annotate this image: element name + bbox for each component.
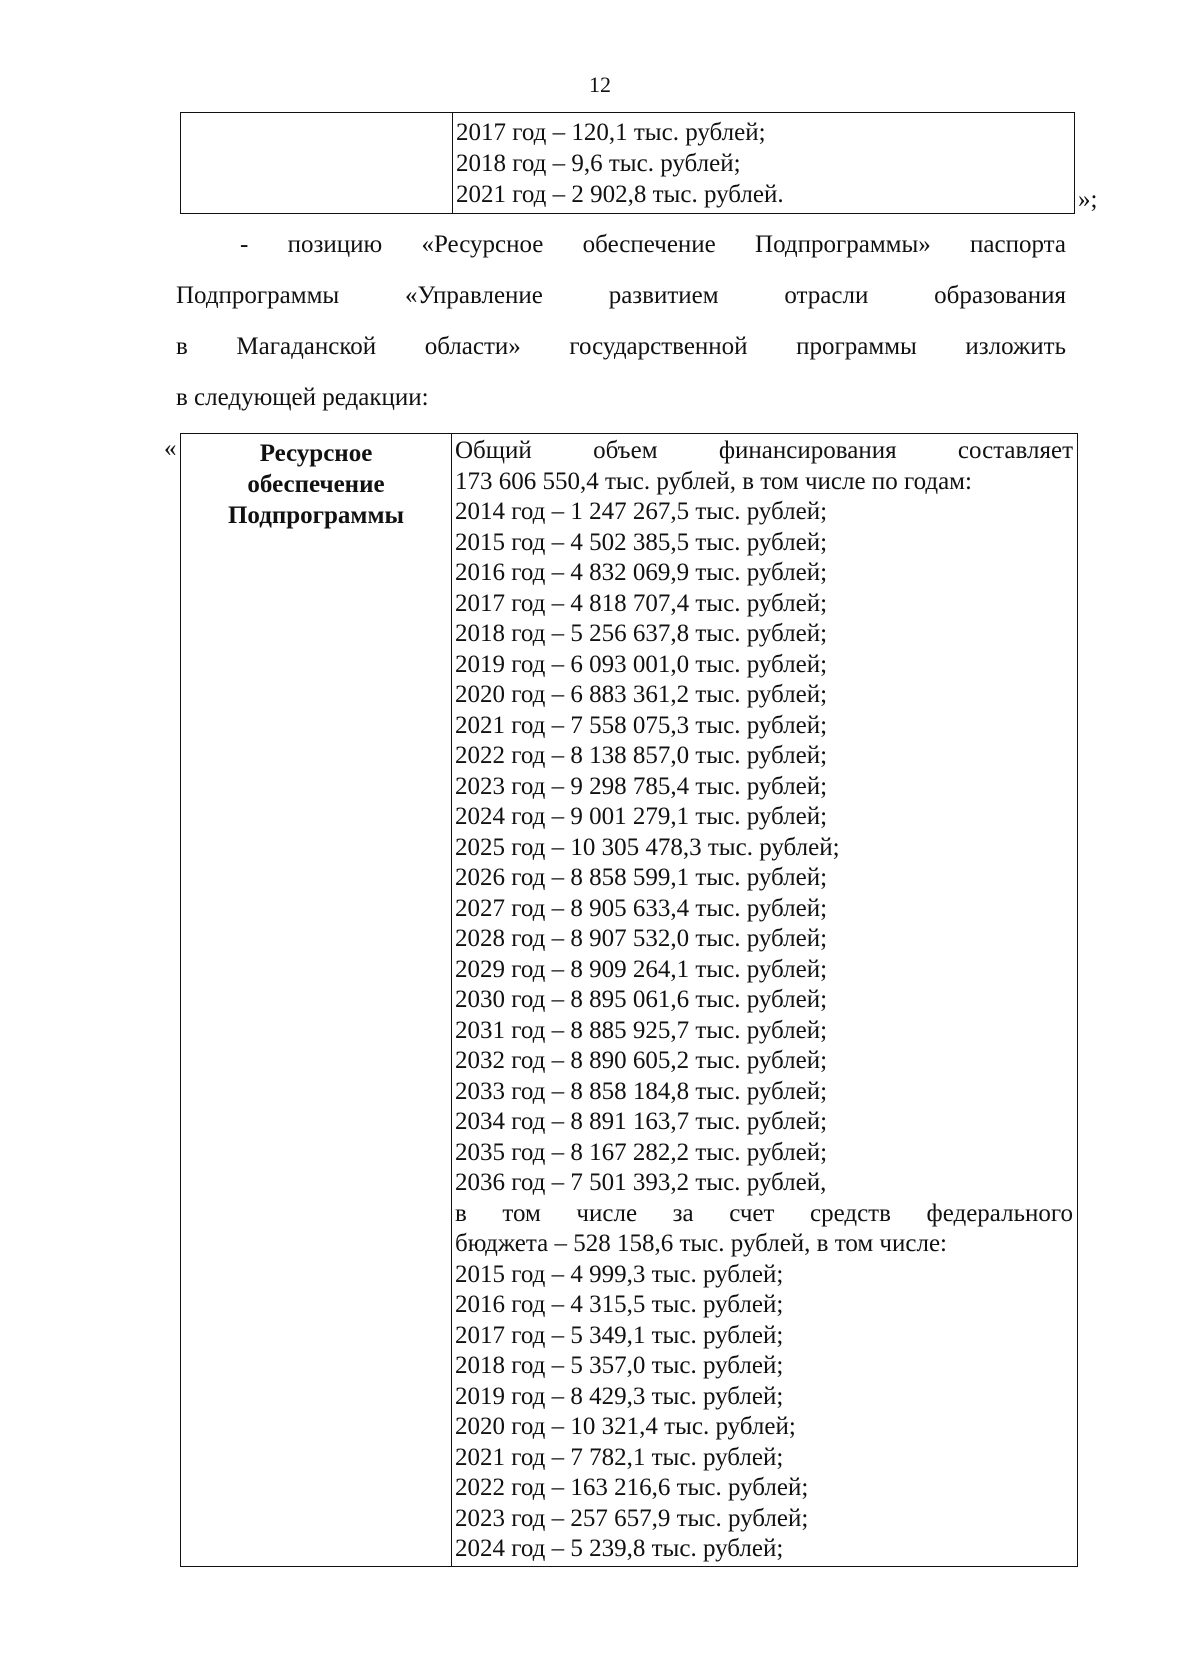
financing-line: 2018 год – 5 256 637,8 тыс. рублей;	[455, 620, 828, 647]
financing-line: 2026 год – 8 858 599,1 тыс. рублей;	[455, 864, 828, 891]
financing-line: 2033 год – 8 858 184,8 тыс. рублей;	[455, 1077, 828, 1105]
financing-line: 2022 год – 163 216,6 тыс. рублей;	[455, 1474, 809, 1501]
label-line: Ресурсное	[259, 440, 373, 467]
financing-line: 2018 год – 5 357,0 тыс. рублей;	[455, 1352, 784, 1379]
financing-line: 2036 год – 7 501 393,2 тыс. рублей,	[455, 1169, 827, 1196]
financing-line: 2020 год – 10 321,4 тыс. рублей;	[455, 1413, 796, 1440]
financing-line: 2016 год – 4 832 069,9 тыс. рублей;	[455, 559, 828, 586]
financing-line: в том числе за счет средств федерального	[455, 1199, 1073, 1227]
financing-line: 2027 год – 8 905 633,4 тыс. рублей;	[455, 894, 828, 922]
financing-line: 2017 год – 4 818 707,4 тыс. рублей;	[455, 589, 828, 617]
financing-line: 2031 год – 8 885 925,7 тыс. рублей;	[455, 1016, 828, 1044]
financing-line: 2021 год – 7 782,1 тыс. рублей;	[455, 1443, 784, 1471]
financing-cell-continued	[456, 117, 1068, 210]
financing-line: 2029 год – 8 909 264,1 тыс. рублей;	[455, 955, 828, 983]
financing-line: 2025 год – 10 305 478,3 тыс. рублей;	[455, 833, 840, 861]
paragraph-line: в Магаданской области» государственной программы изложить	[176, 333, 1066, 360]
paragraph-line: - позицию «Ресурсное обеспечение Подпрограммы» паспорта	[240, 231, 1066, 258]
financing-line: 2032 год – 8 890 605,2 тыс. рублей;	[455, 1047, 828, 1074]
resource-table	[180, 433, 1078, 1567]
paragraph-line: Подпрограммы «Управление развитием отрасли образования	[176, 282, 1066, 309]
column-divider	[452, 113, 453, 213]
financing-line: 2021 год – 7 558 075,3 тыс. рублей;	[455, 711, 828, 739]
financing-line: бюджета – 528 158,6 тыс. рублей, в том числе:	[455, 1230, 947, 1257]
financing-line: 2024 год – 9 001 279,1 тыс. рублей;	[455, 803, 828, 830]
financing-line: 2028 год – 8 907 532,0 тыс. рублей;	[455, 925, 828, 952]
financing-line: 2014 год – 1 247 267,5 тыс. рублей;	[455, 498, 828, 525]
financing-line: 2022 год – 8 138 857,0 тыс. рублей;	[455, 742, 828, 769]
financing-line: 2030 год – 8 895 061,6 тыс. рублей;	[455, 986, 828, 1013]
page-number: 12	[589, 72, 611, 97]
table-line: 2018 год – 9,6 тыс. рублей;	[456, 150, 741, 177]
financing-line: 2035 год – 8 167 282,2 тыс. рублей;	[455, 1138, 828, 1166]
paragraph-line: в следующей редакции:	[176, 384, 429, 411]
closing-quote: »;	[1078, 186, 1098, 213]
financing-line: 2024 год – 5 239,8 тыс. рублей;	[455, 1535, 784, 1562]
financing-line: 2017 год – 5 349,1 тыс. рублей;	[455, 1321, 784, 1349]
financing-line: 2019 год – 8 429,3 тыс. рублей;	[455, 1382, 784, 1410]
amendment-paragraph	[176, 219, 1066, 423]
label-line: Подпрограммы	[227, 502, 404, 529]
table-line: 2017 год – 120,1 тыс. рублей;	[456, 119, 766, 146]
financing-cell	[455, 436, 1073, 1565]
financing-line: 173 606 550,4 тыс. рублей, в том числе по годам:	[455, 467, 972, 495]
financing-line: 2023 год – 257 657,9 тыс. рублей;	[455, 1504, 809, 1532]
opening-quote: «	[164, 435, 177, 462]
resource-label-cell	[181, 438, 451, 531]
financing-line: 2034 год – 8 891 163,7 тыс. рублей;	[455, 1108, 828, 1135]
column-divider	[451, 434, 452, 1566]
financing-line: 2015 год – 4 502 385,5 тыс. рублей;	[455, 528, 828, 556]
financing-line: Общий объем финансирования составляет	[455, 437, 1073, 464]
table-line: 2021 год – 2 902,8 тыс. рублей.	[456, 181, 784, 208]
continued-table	[180, 112, 1075, 214]
label-line: обеспечение	[247, 471, 385, 498]
financing-line: 2016 год – 4 315,5 тыс. рублей;	[455, 1291, 784, 1318]
financing-line: 2023 год – 9 298 785,4 тыс. рублей;	[455, 772, 828, 800]
financing-line: 2015 год – 4 999,3 тыс. рублей;	[455, 1260, 784, 1288]
financing-line: 2019 год – 6 093 001,0 тыс. рублей;	[455, 650, 828, 678]
financing-line: 2020 год – 6 883 361,2 тыс. рублей;	[455, 681, 828, 708]
